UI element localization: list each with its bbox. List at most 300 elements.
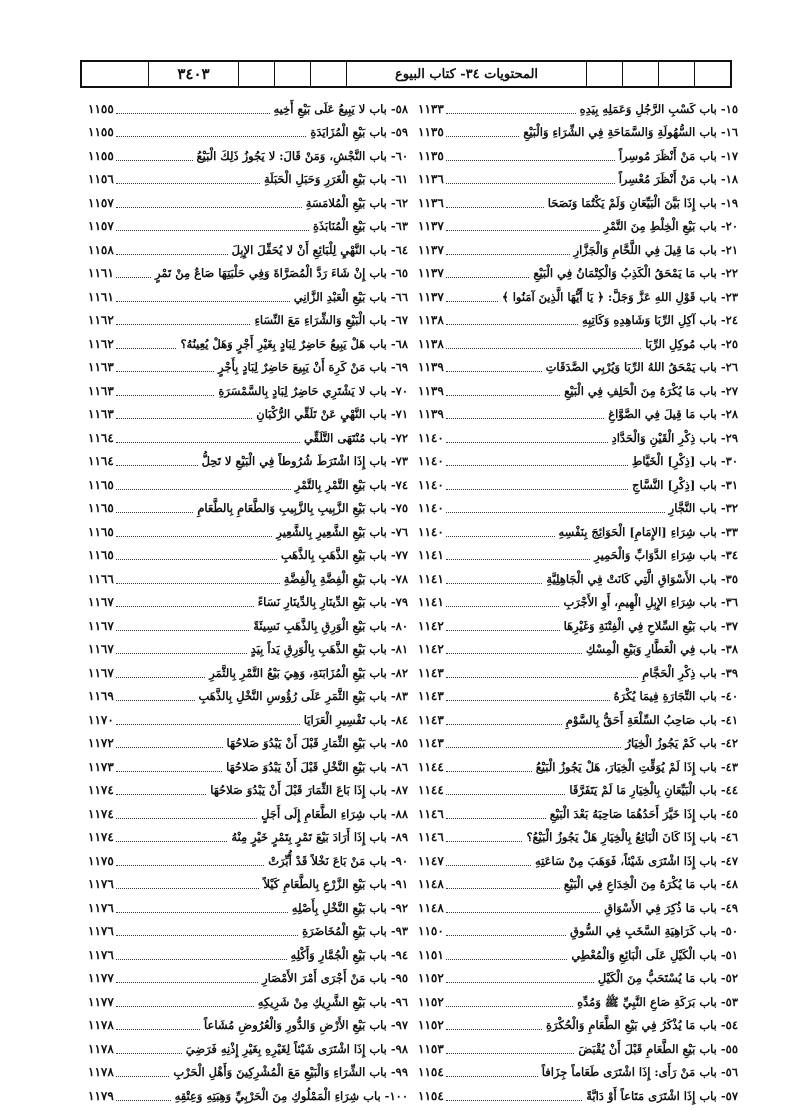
dot-leader: [446, 700, 610, 701]
toc-entry-page: ١١٥٧: [88, 219, 114, 233]
toc-entry-title: ٤٣- باب إِذَا لَمْ يُوَقِّتِ الْخِيَارَ، هَلْ يَجُوزُ الْبَيْعُ: [535, 759, 738, 774]
toc-entry-page: ١١٣٦: [418, 172, 444, 186]
toc-entry-title: ٤٧- باب إِذَا اشْتَرَى شَيْئاً، فَوَهَبَ مِنْ سَاعَتِهِ: [535, 853, 738, 868]
toc-entry: [418, 895, 738, 919]
header-page-number: ٣٤٠٣: [148, 62, 238, 86]
header-blank-cell: [238, 62, 274, 86]
dot-leader: [116, 512, 194, 513]
dot-leader: [446, 1053, 575, 1054]
dot-leader: [446, 230, 600, 231]
toc-entry: [418, 1060, 738, 1084]
dot-leader: [116, 418, 253, 419]
toc-entry: [418, 402, 738, 426]
toc-entry-page: ١١٣٩: [418, 360, 444, 374]
toc-entry-title: ١٥- باب كَسْبِ الرَّجُلِ وَعَمَلِهِ بِيَدِهِ: [579, 101, 738, 116]
toc-entry-page: ١١٣٧: [418, 266, 444, 280]
toc-entry-page: ١١٣٣: [418, 101, 444, 116]
toc-entry: [88, 214, 408, 238]
toc-entry-page: ١١٣٨: [418, 336, 444, 351]
toc-entry: [418, 684, 738, 708]
dot-leader: [446, 512, 665, 513]
toc-entry-title: ٦٧- باب الْبَيْعِ وَالشِّرَاءِ مَعَ النِّسَاءِ: [254, 313, 408, 327]
dot-leader: [446, 865, 531, 866]
toc-entry-page: ١١٤٣: [418, 736, 444, 750]
toc-entry-page: ١١٣٧: [418, 289, 444, 304]
header-table: [80, 60, 732, 88]
toc-entry-title: ٩٥- باب مَنْ أَجْرَى أَمْرَ الأَمْصَارِ: [262, 971, 408, 985]
toc-entry: [418, 472, 738, 496]
header-blank-cell: [310, 62, 346, 86]
toc-entry: [88, 425, 408, 449]
toc-entry-title: ٨٣- باب بَيْعِ الثَّمَرِ عَلَى رُؤُوسِ النَّخْلِ بِالذَّهَبِ: [198, 689, 408, 703]
toc-entry: [418, 942, 738, 966]
dot-leader: [116, 724, 300, 725]
toc-entry-title: ٨٥- باب بَيْعِ الثِّمَارِ قَبْلَ أَنْ يَبْدُوَ صَلاحُهَا: [226, 736, 408, 750]
toc-entry: [418, 590, 738, 614]
toc-entry-title: ٧٣- باب إِذَا اشْتَرَطَ شُرُوطاً فِي الْبَيْعِ لا تَحِلُّ: [201, 454, 408, 468]
dot-leader: [446, 935, 566, 936]
toc-entry-title: ٣٤- باب شِرَاءِ الدَّوَابِّ وَالْحَمِيرِ: [594, 548, 738, 562]
dot-leader: [116, 465, 198, 466]
dot-leader: [446, 653, 582, 654]
toc-entry: [418, 355, 738, 379]
dot-leader: [446, 324, 578, 325]
toc-entry-title: ٢٧- باب مَا يُكْرَهُ مِنَ الْحَلِفِ فِي الْبَيْعِ: [564, 383, 738, 398]
toc-entry-title: ٧٥- باب بَيْعِ الزَّبِيبِ بِالزَّبِيبِ وَالطَّعَامِ بِالطَّعَامِ: [197, 501, 408, 515]
toc-entry: [88, 308, 408, 332]
toc-entry: [418, 801, 738, 825]
dot-leader: [446, 606, 560, 607]
dot-leader: [116, 653, 247, 654]
toc-entry-page: ١١٤٤: [418, 759, 444, 774]
toc-entry-title: ٣٥- باب الأَسْوَاقِ الَّتِي كَانَتْ فِي الْجَاهِلِيَّةِ: [546, 571, 738, 586]
toc-entry-title: ٣٢- باب النَّجَّارِ: [668, 501, 738, 515]
toc-entry-title: ٨٨- باب شِرَاءِ الطَّعَامِ إِلَى أَجَلٍ: [261, 806, 408, 821]
toc-entry-page: ١١٧٦: [88, 877, 114, 891]
dot-leader: [446, 841, 523, 842]
toc-entry: [418, 919, 738, 943]
toc-entry: [418, 167, 738, 191]
toc-entry-page: ١١٧٠: [88, 712, 114, 727]
toc-entry-title: ٧٦- باب بَيْعِ الشَّعِيرِ بِالشَّعِيرِ: [276, 524, 408, 539]
dot-leader: [116, 630, 249, 631]
dot-leader: [116, 841, 228, 842]
toc-entry-page: ١١٦٥: [88, 501, 114, 515]
toc-entry-page: ١١٥٧: [88, 195, 114, 210]
toc-entry: [88, 378, 408, 402]
toc-entry-title: ٢٨- باب مَا قِيلَ فِي الصَّوَّاغِ: [608, 407, 738, 421]
toc-entry-page: ١١٦٩: [88, 689, 114, 703]
toc-entry-title: ٢٥- باب مُوكِلِ الرِّبَا: [645, 336, 738, 351]
dot-leader: [446, 630, 560, 631]
toc-entry-page: ١١٤١: [418, 548, 444, 562]
toc-entry-page: ١١٧٥: [88, 853, 114, 868]
toc-entry-title: ٨١- باب بَيْعِ الذَّهَبِ بِالْوَرِقِ يَداً بِيَدٍ: [250, 642, 408, 656]
dot-leader: [116, 559, 277, 560]
toc-entry-page: ١١٥٥: [88, 125, 114, 139]
dot-leader: [446, 677, 638, 678]
toc-entry: [418, 96, 738, 120]
toc-entry-page: ١١٦٢: [88, 336, 114, 351]
toc-entry-page: ١١٤٠: [418, 501, 444, 515]
toc-entry-page: ١١٤١: [418, 595, 444, 609]
toc-entry-page: ١١٥٥: [88, 148, 114, 163]
toc-entry-page: ١١٦٥: [88, 524, 114, 539]
toc-entry: [418, 261, 738, 285]
dot-leader: [116, 395, 215, 396]
dot-leader: [446, 465, 628, 466]
dot-leader: [116, 982, 258, 983]
toc-entry-title: ٦٠- باب النَّجْشِ، وَمَنْ قَالَ: لا يَجُوزُ ذَلِكَ الْبَيْعُ: [196, 148, 408, 163]
toc-entry: [88, 660, 408, 684]
toc-entry: [88, 167, 408, 191]
toc-entry: [88, 919, 408, 943]
toc-entry-title: ٥٩- باب بَيْعِ الْمُزَايَدَةِ: [310, 125, 408, 139]
toc-entry-title: ٩٨- باب إِذَا اشْتَرَى شَيْئاً لِغَيْرِهِ بِغَيْرِ إِذْنِهِ فَرَضِيَ: [185, 1041, 408, 1056]
toc-entry-page: ١١٣٥: [418, 125, 444, 139]
dot-leader: [116, 959, 287, 960]
dot-leader: [446, 559, 591, 560]
toc-entry-page: ١١٤٣: [418, 712, 444, 727]
toc-entry-title: ٦٥- باب إِنْ شَاءَ رَدَّ الْمُصَرَّاةَ وَفِي حَلْبَتِهَا صَاعٌ مِنْ تَمْرٍ: [155, 266, 408, 280]
toc-entry-title: ٩٣- باب بَيْعِ الْمُخَاضَرَةِ: [302, 924, 408, 938]
toc-entry: [88, 284, 408, 308]
toc-entry-title: ٧٢- باب مُنْتَهَى التَّلَقِّي: [303, 430, 408, 445]
toc-entry-title: ٨٧- باب إِذَا بَاعَ الثِّمَارَ قَبْلَ أَنْ يَبْدُوَ صَلاحُهَا: [210, 783, 408, 797]
toc-entry-page: ١١٣٧: [418, 219, 444, 233]
toc-entry: [88, 778, 408, 802]
dot-leader: [446, 1006, 573, 1007]
toc-entry-page: ١١٤١: [418, 571, 444, 586]
toc-entry-page: ١١٧٨: [88, 1041, 114, 1056]
dot-leader: [446, 747, 622, 748]
dot-leader: [116, 113, 270, 114]
toc-entry-page: ١١٥٥: [88, 101, 114, 116]
toc-entry-page: ١١٥١: [418, 947, 444, 962]
toc-entry-title: ٥٤- باب مَا يُذْكَرُ فِي بَيْعِ الطَّعَامِ وَالْحُكْرَةِ: [546, 1018, 738, 1032]
toc-entry-page: ١١٥٠: [418, 924, 444, 938]
toc-entry-title: ٢١- باب مَا قِيلَ فِي اللَّحَّامِ وَالْجَزَّارِ: [573, 242, 738, 257]
toc-entry-title: ٥٥- باب بَيْعِ الطَّعَامِ قَبْلَ أَنْ يُقْبَضَ: [578, 1041, 738, 1056]
dot-leader: [446, 794, 566, 795]
toc-entry-page: ١١٤٤: [418, 783, 444, 797]
toc-entry-page: ١١٥٣: [418, 1041, 444, 1056]
toc-entry-title: ٦١- باب بَيْعِ الْغَرَرِ وَحَبَلِ الْحَبَلَةِ: [263, 172, 408, 186]
toc-entry-title: ٣٣- باب شِرَاءِ [الإِمَامِ] الْحَوَائِجَ بِنَفْسِهِ: [558, 524, 738, 539]
dot-leader: [446, 888, 560, 889]
toc-entry: [88, 707, 408, 731]
toc-entry: [88, 402, 408, 426]
toc-entry-title: ٩٩- باب الشِّرَاءِ وَالْبَيْعِ مَعَ الْمُشْرِكِينَ وَأَهْلِ الْحَرْبِ: [173, 1065, 408, 1079]
toc-entry: [418, 825, 738, 849]
toc-entry-title: ٥٨- باب لا يَبِيعُ عَلَى بَيْعِ أَخِيهِ: [273, 101, 408, 116]
toc-entry: [88, 754, 408, 778]
toc-entry: [88, 519, 408, 543]
toc-entry-page: ١١٧٨: [88, 1065, 114, 1079]
toc-entry-page: ١١٣٦: [418, 195, 444, 210]
dot-leader: [116, 183, 260, 184]
toc-entry: [418, 237, 738, 261]
toc-entry: [418, 519, 738, 543]
toc-entry: [418, 966, 738, 990]
dot-leader: [446, 442, 608, 443]
dot-leader: [446, 301, 498, 302]
dot-leader: [446, 136, 519, 137]
toc-entry: [88, 496, 408, 520]
toc-entry-page: ١١٥٤: [418, 1065, 444, 1079]
toc-entry-title: ٧١- باب النَّهْيِ عَنْ تَلَقِّي الرُّكْبَانِ: [256, 407, 408, 421]
dot-leader: [446, 395, 560, 396]
toc-entry-title: ٨٤- باب تَفْسِيرِ الْعَرَايَا: [303, 712, 408, 727]
toc-entry-title: ٤٢- باب كَمْ يَجُوزُ الْخِيَارُ: [625, 736, 738, 750]
toc-entry: [88, 895, 408, 919]
toc-entry-page: ١١٦١: [88, 289, 114, 304]
toc-entry: [88, 331, 408, 355]
dot-leader: [446, 371, 542, 372]
dot-leader: [116, 277, 151, 278]
toc-entry: [418, 143, 738, 167]
toc-entry: [418, 848, 738, 872]
dot-leader: [446, 771, 532, 772]
toc-entry: [88, 1083, 408, 1107]
toc-entry-page: ١١٦٥: [88, 548, 114, 562]
dot-leader: [446, 536, 555, 537]
toc-entry-title: ٤١- باب صَاحِبُ السِّلْعَةِ أَحَقُّ بِالسَّوْمِ: [565, 712, 738, 727]
toc-entry-title: ٧٨- باب بَيْعِ الْفِضَّةِ بِالْفِضَّةِ: [283, 571, 408, 586]
dot-leader: [116, 1100, 171, 1101]
toc-entry: [418, 449, 738, 473]
toc-entry-page: ١١٣٩: [418, 407, 444, 421]
toc-entry-title: ٩١- باب بَيْعِ الزَّرْعِ بِالطَّعَامِ كَيْلاً: [263, 877, 408, 891]
toc-entry-page: ١١٦٧: [88, 642, 114, 656]
toc-entry-page: ١١٣٧: [418, 242, 444, 257]
toc-entry: [88, 637, 408, 661]
toc-entry-page: ١١٤٦: [418, 806, 444, 821]
toc-entry-page: ١١٧٤: [88, 806, 114, 821]
toc-entry-title: ٧٧- باب بَيْعِ الذَّهَبِ بِالذَّهَبِ: [280, 548, 408, 562]
toc-entry: [88, 143, 408, 167]
toc-entry-page: ١١٤٠: [418, 430, 444, 445]
toc-entry-page: ١١٦٣: [88, 360, 114, 374]
dot-leader: [116, 606, 254, 607]
toc-entry-title: ٨٢- باب بَيْعِ الْمُزَابَنَةِ، وَهِيَ بَيْعُ التَّمْرِ بِالثَّمَرِ: [209, 665, 408, 680]
dot-leader: [446, 724, 562, 725]
toc-entry: [418, 425, 738, 449]
dot-leader: [116, 1053, 182, 1054]
toc-entry: [88, 261, 408, 285]
dot-leader: [446, 254, 570, 255]
toc-entry: [418, 989, 738, 1013]
toc-entry-page: ١١٧٧: [88, 994, 114, 1009]
dot-leader: [116, 324, 251, 325]
toc-entry-page: ١١٦٤: [88, 454, 114, 468]
dot-leader: [116, 136, 307, 137]
toc-entry: [88, 801, 408, 825]
toc-entry-page: ١١٥٨: [88, 242, 114, 257]
toc-entry-title: ٣٠- باب [ذِكْرِ] الْخَيَّاطِ: [631, 454, 738, 468]
toc-entry-title: ٤٨- باب مَا يُكْرَهُ مِنَ الْخِدَاعِ فِي الْبَيْعِ: [563, 877, 738, 891]
toc-entry: [88, 989, 408, 1013]
dot-leader: [116, 818, 257, 819]
toc-entry: [418, 731, 738, 755]
dot-leader: [446, 1029, 542, 1030]
header-blank-cell: [274, 62, 310, 86]
dot-leader: [116, 489, 291, 490]
toc-entry-title: ٥٧- باب إِذَا اشْتَرَى مَتَاعاً أَوْ دَابَّةً: [586, 1088, 738, 1103]
toc-entry-page: ١١٧٦: [88, 947, 114, 962]
toc-entry-page: ١١٦٧: [88, 595, 114, 609]
toc-entry: [418, 1083, 738, 1107]
toc-right-column: [418, 96, 738, 1107]
toc-entry-title: ٥٢- باب مَا يُسْتَحَبُّ مِنَ الْكَيْلِ: [597, 971, 738, 985]
toc-entry-page: ١١٦٤: [88, 430, 114, 445]
toc-entry-page: ١١٤٠: [418, 454, 444, 468]
toc-entry-title: ٢٢- باب مَا يَمْحَقُ الْكَذِبُ وَالْكِتْمَانُ فِي الْبَيْعِ: [533, 266, 738, 280]
toc-entry-page: ١١٤٨: [418, 877, 444, 891]
toc-entry: [418, 778, 738, 802]
toc-entry: [88, 96, 408, 120]
dot-leader: [116, 254, 228, 255]
toc-entry-title: ٥٦- باب مَنْ رَأَى: إِذَا اشْتَرَى طَعَاماً جِزَافاً: [541, 1065, 738, 1079]
toc-entry: [88, 543, 408, 567]
toc-entry-title: ١٩- باب إِذَا بَيَّنَ الْبَيِّعَانِ وَلَمْ يَكْتُمَا وَنَصَحَا: [547, 195, 738, 210]
toc-entry-page: ١١٧٤: [88, 783, 114, 797]
toc-entry-page: ١١٦١: [88, 266, 114, 280]
toc-entry-page: ١١٣٨: [418, 313, 444, 327]
toc-entry-title: ٨٠- باب بَيْعِ الْوَرِقِ بِالذَّهَبِ نَسِيئَةً: [253, 618, 408, 633]
dot-leader: [446, 818, 546, 819]
toc-entry: [88, 731, 408, 755]
toc-entry-page: ١١٧٣: [88, 759, 114, 774]
toc-entry-title: ١٦- باب السُّهُولَةِ وَالسَّمَاحَةِ فِي الشِّرَاءِ وَالْبَيْعِ: [523, 125, 738, 139]
toc-entry-title: ٢٦- باب يَمْحَقُ اللهُ الرِّبَا وَيُرْبِي الصَّدَقَاتِ: [545, 360, 738, 374]
dot-leader: [446, 583, 543, 584]
toc-entry-page: ١١٦٣: [88, 407, 114, 421]
toc-entry: [418, 378, 738, 402]
toc-entry: [88, 120, 408, 144]
toc-entry: [418, 284, 738, 308]
toc-entry-page: ١١٥٢: [418, 1018, 444, 1032]
toc-entry-title: ٢٤- باب آكِلِ الرِّبَا وَشَاهِدِهِ وَكَاتِبِهِ: [582, 313, 738, 327]
toc-entry-page: ١١٤٦: [418, 830, 444, 844]
toc-entry-title: ٥١- باب الْكَيْلِ عَلَى الْبَائِعِ وَالْمُعْطِي: [571, 947, 738, 962]
toc-entry-page: ١١٤٨: [418, 900, 444, 915]
toc-entry-page: ١١٤٧: [418, 853, 444, 868]
toc-entry-page: ١١٧٧: [88, 971, 114, 985]
toc-entry: [88, 942, 408, 966]
toc-entry-page: ١١٤٣: [418, 665, 444, 680]
toc-entry-title: ٣٧- باب بَيْعِ السِّلاحِ فِي الْفِتْنَةِ وَغَيْرِهَا: [563, 618, 738, 633]
toc-entry-page: ١١٦٧: [88, 665, 114, 680]
toc-entry: [418, 566, 738, 590]
toc-entry-title: ٧٠- باب لا يَشْتَرِي حَاضِرٌ لِبَادٍ بِالسَّمْسَرَةِ: [218, 383, 408, 398]
toc-entry-title: ٩٢- باب بَيْعِ النَّخْلِ بِأَصْلِهِ: [291, 900, 408, 915]
toc-entry-title: ٧٩- باب بَيْعِ الدِّينَارِ بِالدِّينَارِ نَسَاءً: [257, 595, 408, 609]
toc-entry: [418, 754, 738, 778]
dot-leader: [116, 935, 298, 936]
dot-leader: [116, 1076, 170, 1077]
toc-entry-title: ١٠٠- باب شِرَاءِ الْمَمْلُوكِ مِنَ الْحَرْبِيِّ وَهِبَتِهِ وَعِتْقِهِ: [174, 1088, 408, 1103]
toc-entry: [418, 496, 738, 520]
toc-entry-title: ٣٩- باب ذِكْرِ الْحَجَّامِ: [642, 665, 738, 680]
toc-entry: [88, 1060, 408, 1084]
toc-entry-page: ١١٥٦: [88, 172, 114, 186]
toc-entry: [418, 190, 738, 214]
toc-entry-title: ٦٣- باب بَيْعِ الْمُنَابَذَةِ: [312, 219, 408, 233]
toc-entry-title: ٦٦- باب بَيْعِ الْعَبْدِ الزَّانِي: [293, 289, 408, 304]
toc-entry-title: ٤٠- باب التِّجَارَةِ فِيمَا يُكْرَهُ: [613, 689, 738, 703]
dot-leader: [116, 771, 222, 772]
toc-entry-title: ٩٦- باب بَيْعِ الشَّرِيكِ مِنْ شَرِيكِهِ: [257, 994, 408, 1009]
toc-entry-title: ٤٥- باب إِذَا خَيَّرَ أَحَدُهُمَا صَاحِبَهُ بَعْدَ الْبَيْعِ: [549, 806, 738, 821]
toc-entry: [88, 355, 408, 379]
toc-entry-title: ٣٦- باب شِرَاءِ الإِبِلِ الْهِيمِ، أَوِ الأَجْرَبِ: [563, 595, 738, 609]
toc-entry-title: ٦٨- باب هَلْ يَبِيعُ حَاضِرٌ لِبَادٍ بِغَيْرِ أَجْرٍ وَهَلْ يُعِينُهُ؟: [180, 336, 408, 351]
dot-leader: [116, 230, 309, 231]
toc-entry-page: ١١٤٢: [418, 642, 444, 656]
dot-leader: [446, 1100, 582, 1101]
toc-entry: [88, 613, 408, 637]
toc-entry: [88, 1036, 408, 1060]
dot-leader: [116, 160, 193, 161]
header-blank-cell: [622, 62, 658, 86]
dot-leader: [446, 982, 594, 983]
toc-entry-title: ٢٩- باب ذِكْرِ الْقَيْنِ وَالْحَدَّادِ: [611, 430, 738, 445]
toc-entry-title: ٤٤- باب الْبَيِّعَانِ بِالْخِيَارِ مَا لَمْ يَتَفَرَّقَا: [569, 783, 738, 797]
dot-leader: [116, 700, 195, 701]
dot-leader: [116, 348, 177, 349]
toc-entry-page: ١١٦٣: [88, 383, 114, 398]
toc-entry-title: ٨٦- باب بَيْعِ النَّخْلِ قَبْلَ أَنْ يَبْدُوَ صَلاحُهَا: [226, 759, 408, 774]
toc-left-column: [88, 96, 408, 1107]
toc-entry-page: ١١٧٦: [88, 900, 114, 915]
dot-leader: [446, 183, 615, 184]
dot-leader: [116, 583, 280, 584]
toc-entry-page: ١١٧٩: [88, 1088, 114, 1103]
dot-leader: [116, 1029, 200, 1030]
toc-entry: [88, 237, 408, 261]
dot-leader: [116, 536, 273, 537]
toc-entry: [418, 308, 738, 332]
toc-entry-page: ١١٥٢: [418, 971, 444, 985]
toc-entry: [88, 566, 408, 590]
toc-entry-page: ١١٥٢: [418, 994, 444, 1009]
toc-entry: [88, 848, 408, 872]
toc-entry: [418, 1036, 738, 1060]
toc-entry: [418, 214, 738, 238]
toc-entry-page: ١١٤٢: [418, 618, 444, 633]
toc-entry-title: ٣٨- باب فِي الْعَطَّارِ وَبَيْعِ الْمِسْكِ: [585, 642, 738, 656]
dot-leader: [446, 912, 600, 913]
toc-entry-page: ١١٦٢: [88, 313, 114, 327]
dot-leader: [116, 677, 205, 678]
toc-entry-title: ٣١- باب [ذِكْرِ] النَّسَّاجِ: [632, 477, 738, 492]
toc-entry-title: ١٨- باب مَنْ أَنْظَرَ مُعْسِراً: [618, 172, 738, 186]
toc-entry: [418, 120, 738, 144]
toc-entry: [88, 472, 408, 496]
toc-entry: [88, 1013, 408, 1037]
toc-entry: [418, 637, 738, 661]
dot-leader: [116, 888, 260, 889]
toc-entry: [418, 707, 738, 731]
toc-entry-title: ٨٩- باب إِذَا أَرَادَ بَيْعَ تَمْرٍ بِتَمْرٍ خَيْرٍ مِنْهُ: [231, 830, 408, 844]
toc-entry: [88, 190, 408, 214]
toc-entry-page: ١١٣٩: [418, 383, 444, 398]
toc-entry: [418, 660, 738, 684]
toc-entry: [88, 449, 408, 473]
toc-entry-page: ١١٦٦: [88, 571, 114, 586]
dot-leader: [116, 865, 264, 866]
